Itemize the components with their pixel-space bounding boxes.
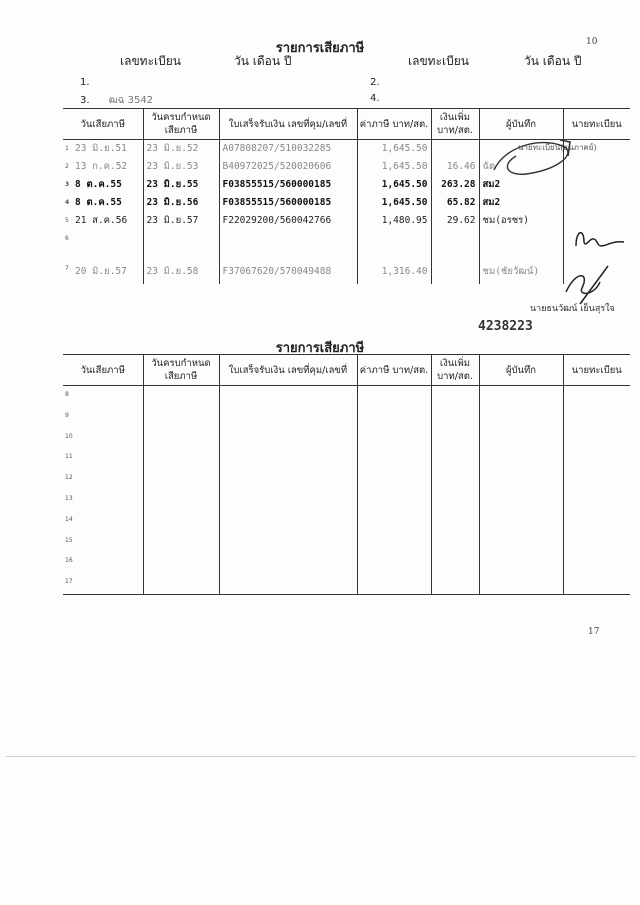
col-recorder: ผู้บันทึก [479, 109, 563, 140]
col-due-date: วันครบกำหนด เสียภาษี [143, 109, 219, 140]
table-row: 13 [63, 490, 630, 511]
page-edge-line [6, 756, 636, 757]
overprint-note: นายทะเบียน(ธนภาคย์) [518, 143, 597, 152]
signature-circle [486, 134, 576, 184]
reg-line-2: 2. [370, 77, 380, 88]
col-receipt: ใบเสร็จรับเงิน เลขที่คุม/เลขที่ [219, 109, 357, 140]
col-due-date: วันครบกำหนด เสียภาษี [143, 355, 219, 386]
plate-number: ฒฉ 3542 [108, 95, 154, 106]
col-tax: ค่าภาษี บาท/สต. [357, 109, 431, 140]
col-paid-date: วันเสียภาษี [63, 109, 143, 140]
table-row: 5 21 ส.ค.56 23 มิ.ย.57 F22029200/560042766 1,480.95 29.62 ชม(อรชร) [63, 212, 630, 230]
col-recorder: ผู้บันทึก [479, 355, 563, 386]
page-number-top: 10 [586, 37, 598, 47]
top-section-title: รายการเสียภาษี [275, 41, 365, 56]
col-paid-date: วันเสียภาษี [63, 355, 143, 386]
registrar-name: นายธนวัฒน์ เย็นสุรใจ [530, 304, 615, 314]
table-row: 14 [63, 511, 630, 532]
bottom-tax-table [63, 354, 630, 595]
table-row: 16 [63, 552, 630, 573]
bottom-section-title: รายการเสียภาษี [275, 341, 365, 356]
table-row: 17 [63, 573, 630, 594]
table-row: 3 8 ต.ค.55 23 มิ.ย.55 F03855515/560000185 1,645.50 263.28 สม2 [63, 176, 630, 194]
date-label-1: วัน เดือน ปี [234, 54, 292, 68]
col-registrar: นายทะเบียน [563, 355, 630, 386]
table-row: 6 [63, 230, 630, 260]
reg-line-1: 1. [80, 77, 90, 88]
table-row: 7 20 มิ.ย.57 23 มิ.ย.58 F37067620/570049488 1,316.40 ชม(ชัยวัฒน์) [63, 260, 630, 284]
bottom-table-body [63, 386, 630, 595]
table-row: 8 [63, 386, 630, 407]
reg-number-label-2: เลขทะเบียน [408, 54, 469, 68]
table-row: 11 [63, 448, 630, 469]
table-row: 9 [63, 407, 630, 428]
signature-initials-1 [570, 222, 630, 256]
col-surcharge: เงินเพิ่ม บาท/สต. [431, 109, 479, 140]
signature-initials-2 [560, 262, 630, 306]
table-row: 15 [63, 532, 630, 553]
col-registrar: นายทะเบียน [563, 109, 630, 140]
reg-line-4: 4. [370, 93, 380, 104]
reg-line-3: 3. ฒฉ 3542 [80, 95, 154, 106]
table-row: 1 23 มิ.ย.51 23 มิ.ย.52 A07808207/510032285 1,645.50 [63, 140, 630, 159]
reg-number-label-1: เลขทะเบียน [120, 54, 181, 68]
date-label-2: วัน เดือน ปี [524, 54, 582, 68]
stamp-number: 4238223 [478, 319, 533, 334]
col-tax: ค่าภาษี บาท/สต. [357, 355, 431, 386]
table-row: 2 13 ก.ค.52 23 มิ.ย.53 B40972025/520020606 1,645.50 16.46 ฉัต [63, 158, 630, 176]
col-surcharge: เงินเพิ่ม บาท/สต. [431, 355, 479, 386]
table-row: 12 [63, 469, 630, 490]
bottom-table-header [63, 355, 630, 386]
page-number-bottom: 17 [588, 627, 600, 637]
table-row: 10 [63, 428, 630, 449]
table-row: 4 8 ต.ค.55 23 มิ.ย.56 F03855515/560000185 1,645.50 65.82 สม2 [63, 194, 630, 212]
col-receipt: ใบเสร็จรับเงิน เลขที่คุม/เลขที่ [219, 355, 357, 386]
